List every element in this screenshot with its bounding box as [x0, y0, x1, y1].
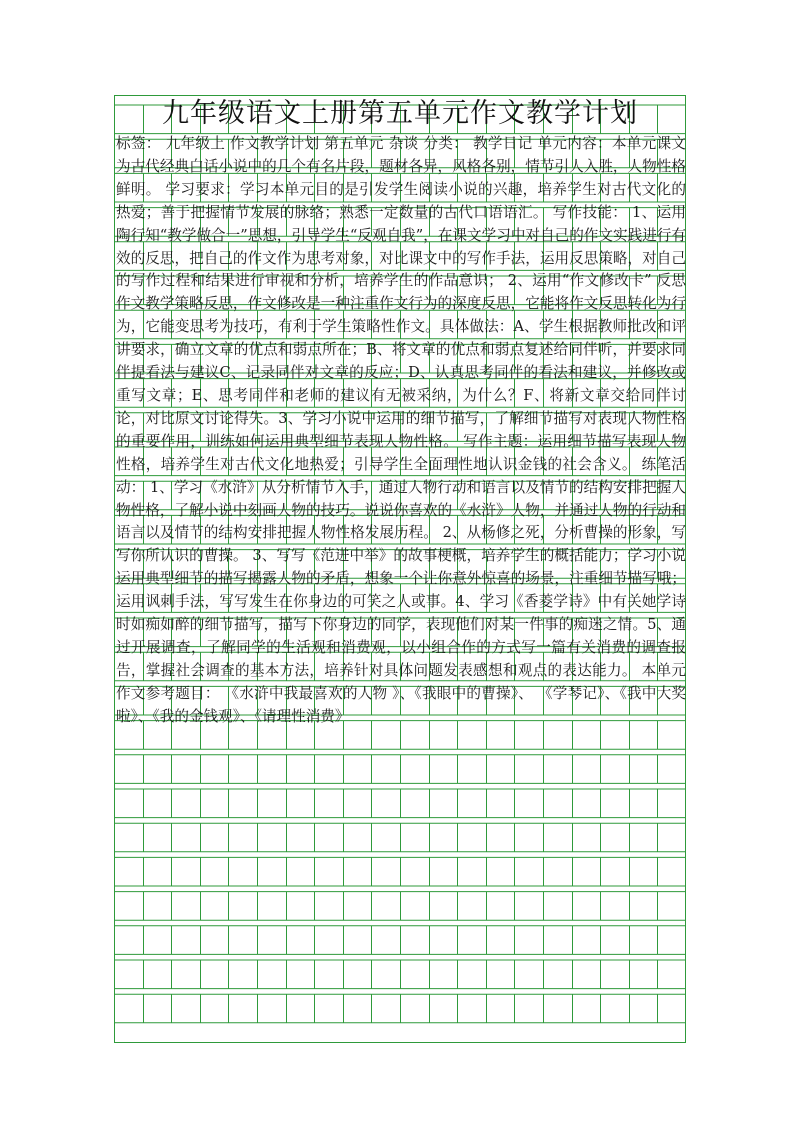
document-body: 标签： 九年级上 作文教学计划 第五单元 杂谈 分类： 教学日记 单元内容：本单元课文为古代经典白话小说中的几个有名片段，题材各异，风格各别，情节引人入胜，人物性格鲜明。 学习要求：学习本单元目的是引发学生阅读小说的兴趣，培养学生对古代文化的热爱；善于把握情节发展的脉络；熟悉一定数量的古代口语语汇。 写作技能： 1、运用陶行知“教学做合一”思想，引导学生“反观自我”，在课文学习中对自己的作文实践进行有效的反思，把自己的作文作为思考对象，对比课文中的写作手法，运用反思策略，对自己的写作过程和结果进行审视和分析，培养学生的作品意识； 2、运用“作文修改卡” 反思作文教学策略反思，作文修改是一种注重作文行为的深度反思，它能将作文反思转化为行为，它能变思考为技巧，有利于学生策略性作文。具体做法：A、学生根据教师批改和评讲要求，确立文章的优点和弱点所在；B、将文章的优点和弱点复述给同伴听，并要求同伴提看法与建议C、记录同伴对文章的反应；D、认真思考同伴的看法和建议，并修改或重写文章；E、思考同伴和老师的建议有无被采纳，为什么？F、将新文章交给同伴讨论，对比原文讨论得失。3、学习小说中运用的细节描写，了解细节描写对表现人物性格的重要作用，训练如何运用典型细节表现人物性格。 写作主题：运用细节描写表现人物性格，培养学生对古代文化地热爱；引导学生全面理性地认识金钱的社会含义。 练笔活动： 1、学习《水浒》从分析情节入手，通过人物行动和语言以及情节的结构安排把握人物性格，了解小说中刻画人物的技巧。说说你喜欢的《水浒》人物，并通过人物的行动和语言以及情节的结构安排把握人物性格发展历程。 2、从杨修之死，分析曹操的形象，写写你所认识的曹操。 3、写写《范进中举》的故事梗概，培养学生的概括能力；学习小说运用典型细节的描写揭露人物的矛盾，想象一个让你意外惊喜的场景，注重细节描写哦；运用讽刺手法，写写发生在你身边的可笑之人或事。4、学习《香菱学诗》中有关她学诗时如痴如醉的细节描写，描写下你身边的同学，表现他们对某一件事的痴迷之情。5、通过开展调查，了解同学的生活观和消费观，以小组合作的方式写一篇有关消费的调查报告，掌握社会调查的基本方法，培养针对具体问题发表感想和观点的表达能力。 本单元作文参考题目： 《水浒中我最喜欢的人物 》、《我眼中的曹操》、 《学琴记》、《我中大奖啦》、《我的金钱观》、《请理性消费》 — [116, 135, 686, 725]
writing-paper — [114, 95, 686, 1043]
document-title: 九年级语文上册第五单元作文教学计划 — [162, 98, 638, 129]
